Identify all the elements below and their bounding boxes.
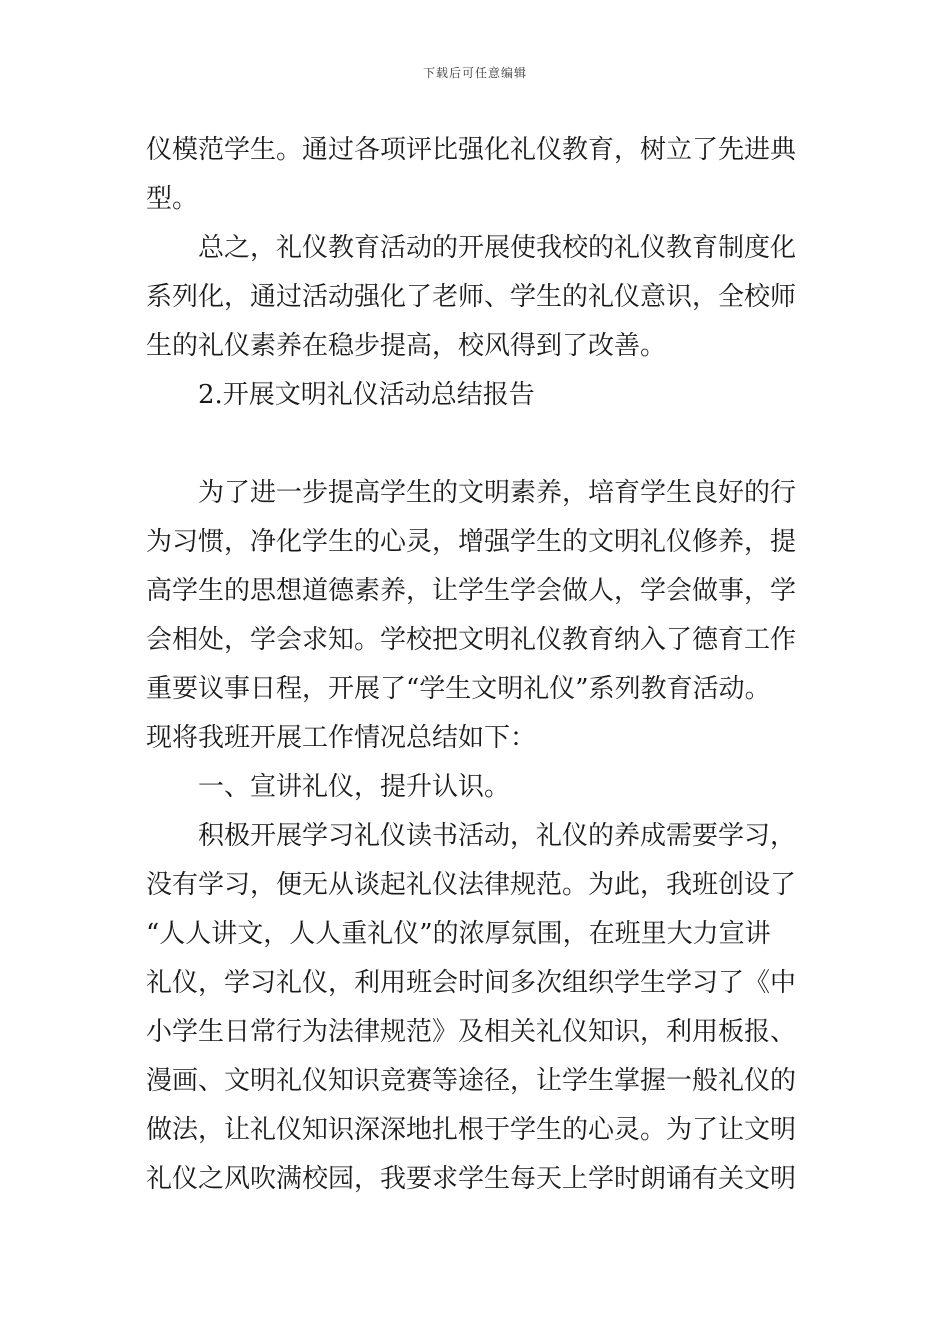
paragraph-start: 为了进一步提高学生的文明素养，培育学生良好的行 [198, 478, 797, 508]
text-line: 重要议事日程，开展了“学生文明礼仪”系列教育活动。 [146, 674, 771, 704]
text-line: 仪模范学生。通过各项评比强化礼仪教育，树立了先进典 [146, 135, 797, 165]
text-line: 漫画、文明礼仪知识竞赛等途径，让学生掌握一般礼仪的 [146, 1066, 797, 1096]
text-line: 小学生日常行为法律规范》及相关礼仪知识，利用板报、 [146, 1017, 797, 1047]
text-line: 生的礼仪素养在稳步提高，校风得到了改善。 [146, 331, 667, 361]
document-body [146, 126, 806, 1204]
section-title: 2.开展文明礼仪活动总结报告 [198, 380, 535, 410]
blank-line [146, 420, 806, 469]
paragraph-start: 积极开展学习礼仪读书活动，礼仪的养成需要学习， [198, 821, 797, 851]
text-line: 为习惯，净化学生的心灵，增强学生的文明礼仪修养，提 [146, 527, 797, 557]
page-header: 下载后可任意编辑 [422, 66, 527, 80]
text-line: 型。 [146, 184, 199, 214]
text-line: 没有学习，便无从谈起礼仪法律规范。为此，我班创设了 [146, 870, 797, 900]
text-line: 系列化，通过活动强化了老师、学生的礼仪意识，全校师 [146, 282, 797, 312]
paragraph-start: 总之，礼仪教育活动的开展使我校的礼仪教育制度化 [198, 233, 797, 263]
text-line: 礼仪，学习礼仪，利用班会时间多次组织学生学习了《中 [146, 968, 797, 998]
text-line: 礼仪之风吹满校园，我要求学生每天上学时朗诵有关文明 [146, 1164, 797, 1194]
text-line: 会相处，学会求知。学校把文明礼仪教育纳入了德育工作 [146, 625, 797, 655]
subsection-heading: 一、宣讲礼仪，提升认识。 [198, 772, 511, 802]
text-line: 现将我班开展工作情况总结如下： [146, 723, 537, 753]
text-line: 做法，让礼仪知识深深地扎根于学生的心灵。为了让文明 [146, 1115, 797, 1145]
text-line: 高学生的思想道德素养，让学生学会做人，学会做事，学 [146, 576, 797, 606]
text-line: “人人讲文，人人重礼仪”的浓厚氛围，在班里大力宣讲 [146, 919, 771, 949]
